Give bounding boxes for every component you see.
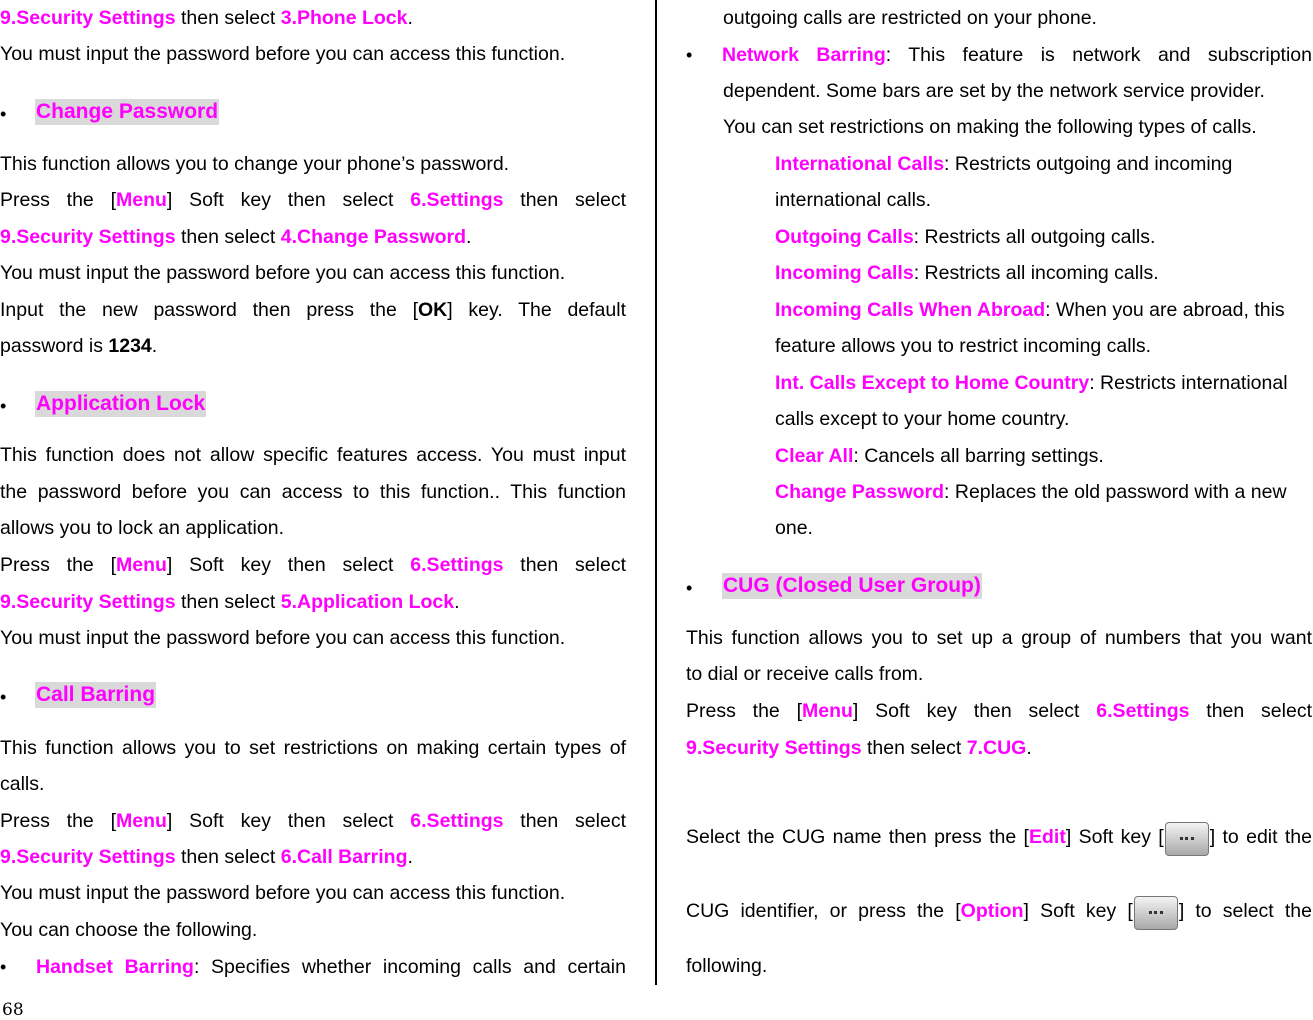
- column-divider: [655, 0, 657, 985]
- text: ] Soft key [: [1065, 826, 1164, 848]
- menu-key-label: Menu: [801, 700, 853, 722]
- text: Press the [: [0, 554, 116, 576]
- network-barring-line: [722, 43, 1312, 67]
- text: ] key. The default: [447, 299, 626, 321]
- menu-key-label: Menu: [115, 810, 167, 832]
- paragraph: You can set restrictions on making the following types of calls.: [723, 116, 1257, 138]
- paragraph: You can choose the following.: [0, 919, 258, 941]
- text: Press the [: [0, 189, 116, 211]
- menu-path-call-barring: 6.Call Barring: [280, 846, 408, 868]
- paragraph: dependent. Some bars are set by the network service provider.: [723, 80, 1265, 102]
- paragraph: international calls.: [775, 189, 932, 211]
- text: .: [151, 335, 158, 357]
- softkey-button-icon: [1134, 896, 1178, 930]
- text: then select: [503, 554, 626, 576]
- menu-path-change-password: 4.Change Password: [280, 226, 467, 248]
- page-number: 68: [2, 1000, 24, 1020]
- bullet-icon: •: [0, 687, 7, 707]
- menu-path-cug: 7.CUG: [966, 737, 1027, 759]
- bullet-icon: •: [686, 45, 693, 65]
- option-key-label: Option: [960, 900, 1024, 922]
- text: then select: [175, 226, 281, 248]
- menu-path-settings: 6.Settings: [410, 554, 504, 576]
- menu-path-application-lock: 5.Application Lock: [280, 591, 455, 613]
- default-password-value: 1234: [108, 335, 152, 357]
- text: ] Soft key [: [1023, 900, 1133, 922]
- menu-path-line: [686, 736, 1312, 760]
- section-heading-cug: CUG (Closed User Group): [723, 574, 981, 597]
- text: : Cancels all barring settings.: [853, 445, 1104, 467]
- option-clear-all: [775, 444, 1312, 468]
- bullet-icon: •: [0, 104, 7, 124]
- option-international-calls: [775, 152, 1312, 176]
- menu-path-line: [0, 225, 626, 249]
- paragraph: This function does not allow specific features access. You must input: [0, 444, 626, 466]
- paragraph: calls except to your home country.: [775, 408, 1070, 430]
- menu-path-security: 9.Security Settings: [0, 226, 176, 248]
- menu-path-security: 9.Security Settings: [0, 7, 176, 29]
- password-note: You must input the password before you can access this function.: [0, 262, 566, 284]
- paragraph: calls.: [0, 773, 45, 795]
- paragraph: outgoing calls are restricted on your phone.: [723, 7, 1097, 29]
- password-note: You must input the password before you can access this function.: [0, 882, 566, 904]
- instruction-line: [0, 553, 626, 577]
- text: : Restricts all incoming calls.: [913, 262, 1159, 284]
- text: then select: [175, 846, 281, 868]
- text: Input the new password then press the [: [0, 299, 419, 321]
- text: then select: [503, 810, 626, 832]
- menu-path-settings: 6.Settings: [410, 189, 504, 211]
- option-label: Clear All: [775, 445, 854, 467]
- text: Select the CUG name then press the [: [686, 826, 1029, 848]
- option-label: International Calls: [775, 153, 945, 175]
- text: : Restricts outgoing and incoming: [944, 153, 1233, 175]
- option-incoming-calls: [775, 261, 1312, 285]
- instruction-line: [686, 699, 1312, 723]
- password-note: You must input the password before you can access this function.: [0, 627, 566, 649]
- menu-path-security: 9.Security Settings: [0, 591, 176, 613]
- option-label: Int. Calls Except to Home Country: [775, 372, 1090, 394]
- option-change-password: [775, 480, 1312, 504]
- text: ] to edit the: [1209, 826, 1312, 848]
- password-note: You must input the password before you can access this function.: [0, 43, 566, 65]
- menu-key-label: Menu: [115, 189, 167, 211]
- text: password is: [0, 335, 109, 357]
- option-label-network-barring: Network Barring: [722, 44, 886, 66]
- paragraph: the password before you can access to this function.. This function: [0, 481, 626, 503]
- text: ] Soft key then select: [166, 189, 411, 211]
- section-heading-call-barring: Call Barring: [36, 683, 156, 706]
- text: ] Soft key then select: [166, 554, 411, 576]
- text: .: [1026, 737, 1032, 759]
- text: .: [466, 226, 472, 248]
- text: .: [407, 846, 413, 868]
- text: : When you are abroad, this: [1045, 299, 1285, 321]
- bullet-icon: •: [0, 957, 7, 977]
- option-label: Change Password: [775, 481, 945, 503]
- text: : This feature is network and subscription: [885, 44, 1312, 66]
- paragraph: following.: [686, 955, 768, 977]
- text: Press the [: [686, 700, 802, 722]
- edit-key-label: Edit: [1028, 826, 1066, 848]
- section-heading-application-lock: Application Lock: [36, 392, 206, 415]
- menu-path-phone-lock: 3.Phone Lock: [280, 7, 408, 29]
- text: : Replaces the old password with a new: [944, 481, 1287, 503]
- handset-barring-line: [36, 955, 626, 979]
- text: : Specifies whether incoming calls and certain: [193, 956, 626, 978]
- paragraph: This function allows you to set up a group of numbers that you want: [686, 627, 1312, 649]
- text: then select: [1189, 700, 1312, 722]
- menu-path-line: [0, 845, 626, 869]
- menu-path-security: 9.Security Settings: [0, 846, 176, 868]
- instruction-line: [686, 892, 1312, 930]
- instruction-line: [686, 818, 1312, 856]
- instruction-line: [0, 809, 626, 833]
- menu-path-settings: 6.Settings: [410, 810, 504, 832]
- text: : Restricts international: [1089, 372, 1288, 394]
- text: then select: [175, 591, 281, 613]
- section-heading-change-password: Change Password: [36, 100, 219, 123]
- menu-path-settings: 6.Settings: [1096, 700, 1190, 722]
- option-except-home-country: [775, 371, 1312, 395]
- text: ] to select the: [1178, 900, 1312, 922]
- menu-key-label: Menu: [115, 554, 167, 576]
- instruction-line: [0, 298, 626, 322]
- menu-path-security: 9.Security Settings: [686, 737, 862, 759]
- ok-key-label: OK: [418, 299, 448, 321]
- text: CUG identifier, or press the [: [686, 900, 961, 922]
- paragraph: allows you to lock an application.: [0, 517, 284, 539]
- paragraph: one.: [775, 517, 813, 539]
- text: .: [454, 591, 460, 613]
- text: then select: [503, 189, 626, 211]
- option-incoming-abroad: [775, 298, 1312, 322]
- text: : Restricts all outgoing calls.: [913, 226, 1156, 248]
- option-label: Incoming Calls When Abroad: [775, 299, 1046, 321]
- text: then select: [861, 737, 967, 759]
- text: ] Soft key then select: [166, 810, 411, 832]
- menu-path-line: [0, 590, 626, 614]
- option-label: Incoming Calls: [775, 262, 914, 284]
- paragraph: to dial or receive calls from.: [686, 663, 924, 685]
- bullet-icon: •: [686, 578, 693, 598]
- text: .: [407, 7, 413, 29]
- default-password-line: [0, 334, 626, 358]
- option-outgoing-calls: [775, 225, 1312, 249]
- paragraph: feature allows you to restrict incoming calls.: [775, 335, 1152, 357]
- bullet-icon: •: [0, 396, 7, 416]
- softkey-button-icon: [1165, 822, 1209, 856]
- option-label: Outgoing Calls: [775, 226, 914, 248]
- instruction-line: [0, 188, 626, 212]
- text: ] Soft key then select: [852, 700, 1097, 722]
- text: then select: [175, 7, 281, 29]
- phone-lock-path: [0, 6, 626, 30]
- text: Press the [: [0, 810, 116, 832]
- paragraph: This function allows you to change your phone’s password.: [0, 153, 510, 175]
- paragraph: This function allows you to set restrictions on making certain types of: [0, 737, 626, 759]
- option-label-handset-barring: Handset Barring: [36, 956, 194, 978]
